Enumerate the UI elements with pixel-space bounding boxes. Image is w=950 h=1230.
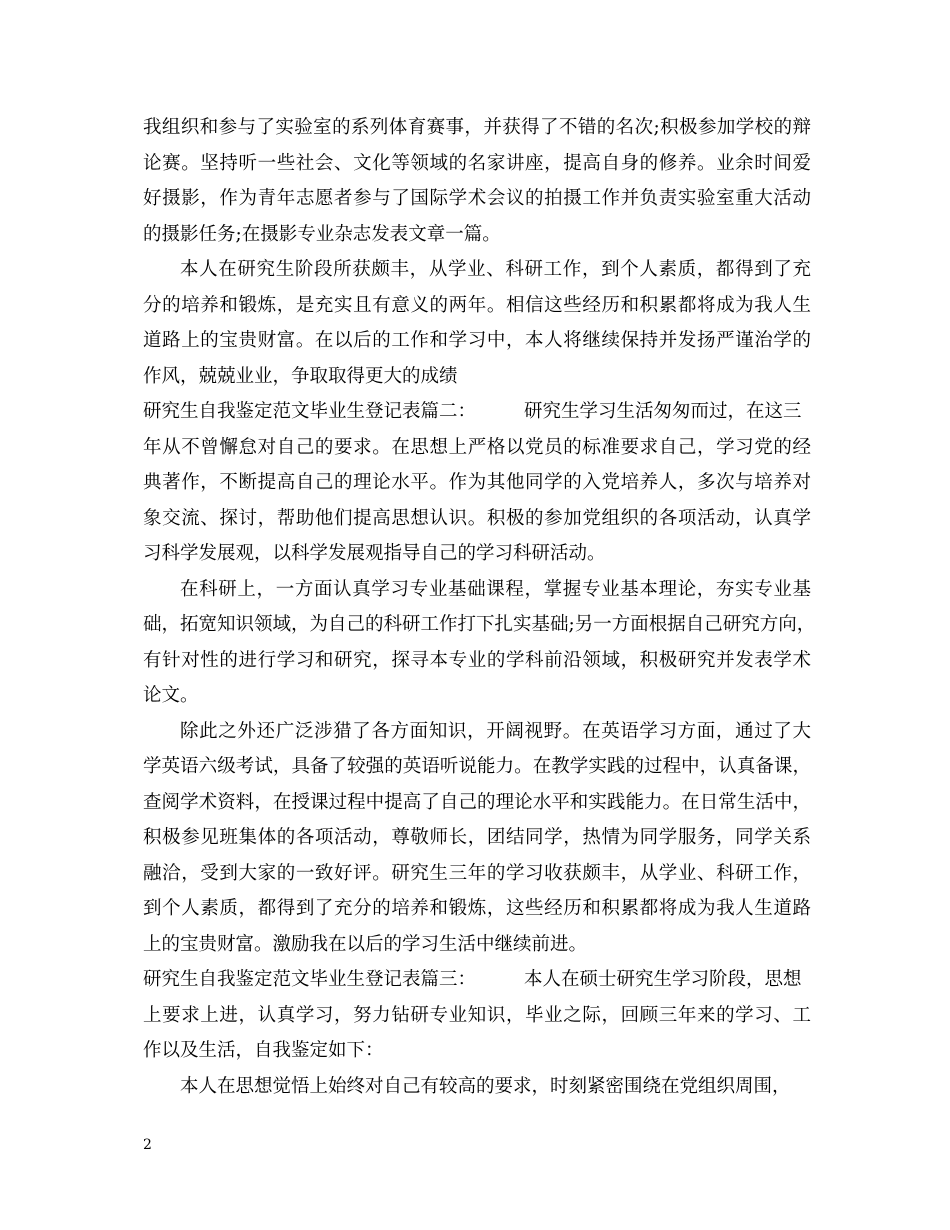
paragraph-2 (143, 252, 811, 394)
section-first-line (143, 394, 811, 430)
text-line: 积极参见班集体的各项活动，尊敬师长，团结同学，热情为同学服务，同学关系 (143, 827, 811, 848)
text-line: 论赛。坚持听一些社会、文化等领域的名家讲座，提高自身的修养。业余时间爱 (143, 152, 811, 174)
text-line: 作以及生活，自我鉴定如下： (143, 1040, 384, 1061)
text-line: 本人在思想觉悟上始终对自己有较高的要求，时刻紧密围绕在党组织周围， (180, 1075, 791, 1097)
section-heading: 研究生自我鉴定范文毕业生登记表篇三： (143, 969, 477, 990)
text-line: 好摄影，作为青年志愿者参与了国际学术会议的拍摄工作并负责实验室重大活动 (143, 188, 811, 209)
section-3 (143, 962, 811, 1069)
section-first-text: 研究生学习生活匆匆而过，在这三 (524, 401, 802, 422)
text-line: 上的宝贵财富。激励我在以后的学习生活中继续前进。 (143, 933, 588, 955)
text-line: 典著作，不断提高自己的理论水平。作为其他同学的入党培养人，多次与培养对 (143, 472, 811, 493)
section-first-text: 本人在硕士研究生学习阶段，思想 (524, 969, 802, 990)
document-body (143, 110, 816, 1104)
text-line: 论文。 (143, 685, 199, 706)
text-line: 在科研上，一方面认真学习专业基础课程，掌握专业基本理论，夯实专业基 (180, 578, 811, 600)
text-line: 到个人素质，都得到了充分的培养和锻炼，这些经历和积累都将成为我人生道路 (143, 898, 811, 919)
text-line: 道路上的宝贵财富。在以后的工作和学习中，本人将继续保持并发扬严谨治学的 (143, 330, 811, 351)
paragraph-thought (143, 1069, 811, 1105)
text-line: 年从不曾懈怠对自己的要求。在思想上严格以党员的标准要求自己，学习党的经 (143, 436, 811, 458)
text-line: 查阅学术资料，在授课过程中提高了自己的理论水平和实践能力。在日常生活中， (143, 791, 811, 813)
section-2 (143, 394, 811, 572)
paragraph-research (143, 572, 816, 714)
text-line: 上要求上进，认真学习，努力钻研专业知识，毕业之际，回顾三年来的学习、工 (143, 1004, 811, 1026)
text-line: 分的培养和锻炼，是充实且有意义的两年。相信这些经历和积累都将成为我人生 (143, 294, 811, 316)
text-line: 学英语六级考试，具备了较强的英语听说能力。在教学实践的过程中，认真备课， (143, 756, 811, 777)
text-line: 有针对性的进行学习和研究，探寻本专业的学科前沿领域，积极研究并发表学术 (143, 649, 811, 671)
section-first-line (143, 962, 811, 998)
text-line: 习科学发展观，以科学发展观指导自己的学习科研活动。 (143, 543, 606, 564)
text-line: 的摄影任务;在摄影专业杂志发表文章一篇。 (143, 223, 501, 245)
text-line: 本人在研究生阶段所获颇丰，从学业、科研工作，到个人素质，都得到了充 (180, 259, 811, 280)
paragraph-1 (143, 110, 811, 252)
text-line: 作风，兢兢业业，争取取得更大的成绩 (143, 365, 458, 387)
section-heading: 研究生自我鉴定范文毕业生登记表篇二： (143, 401, 477, 422)
text-line: 象交流、探讨，帮助他们提高思想认识。积极的参加党组织的各项活动，认真学 (143, 507, 811, 529)
text-line: 我组织和参与了实验室的系列体育赛事，并获得了不错的名次;积极参加学校的辩 (143, 117, 811, 138)
text-line: 融洽，受到大家的一致好评。研究生三年的学习收获颇丰，从学业、科研工作， (143, 862, 811, 884)
page-number: 2 (143, 1137, 152, 1153)
paragraph-knowledge (143, 714, 811, 963)
text-line: 础，拓宽知识领域，为自己的科研工作打下扎实基础;另一方面根据自己研究方向， (143, 614, 816, 635)
text-line: 除此之外还广泛涉猎了各方面知识，开阔视野。在英语学习方面，通过了大 (180, 720, 811, 742)
